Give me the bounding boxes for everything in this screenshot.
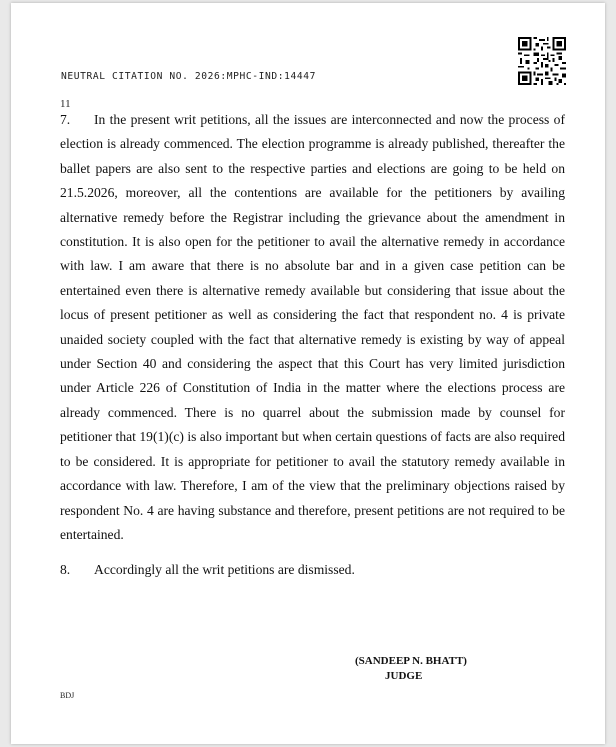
signature-block bbox=[355, 654, 467, 684]
footer-initials: BDJ bbox=[60, 691, 75, 700]
paragraph-8 bbox=[60, 558, 565, 582]
paragraph-7 bbox=[60, 108, 565, 547]
neutral-citation: NEUTRAL CITATION NO. 2026:MPHC-IND:14447 bbox=[61, 71, 317, 82]
judge-title: JUDGE bbox=[385, 670, 423, 682]
paragraph-text: Accordingly all the writ petitions are dismissed. bbox=[94, 562, 355, 578]
judgment-body bbox=[60, 108, 565, 583]
document-page bbox=[11, 3, 605, 744]
judge-name: (SANDEEP N. BHATT) bbox=[355, 655, 467, 667]
page-number: 11 bbox=[60, 98, 71, 110]
paragraph-text: In the present writ petitions, all the issues are interconnected and now the process of election is already commenced. The election programme is already published, thereafter the ballet papers are also sent to the respective parties and elections are going to be held on 21.5.2026, moreover, all the contentions are available for the petitioners by availing alternative remedy before the Registrar including the grievance about the amendment in constitution. It is also open for the petitioner to avail the alternative remedy in accordance with law. I am aware that there is no absolute bar and in a given case petition can be entertained even there is alternative remedy available but considering that issue about the locus of present petitioner as well as considering the fact that respondent no. 4 is private unaided society coupled with the fact that alternative remedy is existing by way of appeal under Section 40 and considering the aspect that this Court has very limited jurisdiction under Article 226 of Constitution of India in the matter where the elections process are already commenced. There is no quarrel about the submission made by counsel for petitioner that 19(1)(c) is also important but when certain questions of facts are also required to be considered. It is appropriate for petitioner to avail the statutory remedy available in accordance with law. Therefore, I am of the view that the preliminary objections raised by respondent No. 4 are having substance and therefore, present petitions are not required to be entertained. bbox=[60, 112, 565, 542]
paragraph-number: 8. bbox=[60, 562, 71, 578]
qr-code-icon bbox=[518, 37, 566, 85]
paragraph-number: 7. bbox=[60, 112, 71, 127]
